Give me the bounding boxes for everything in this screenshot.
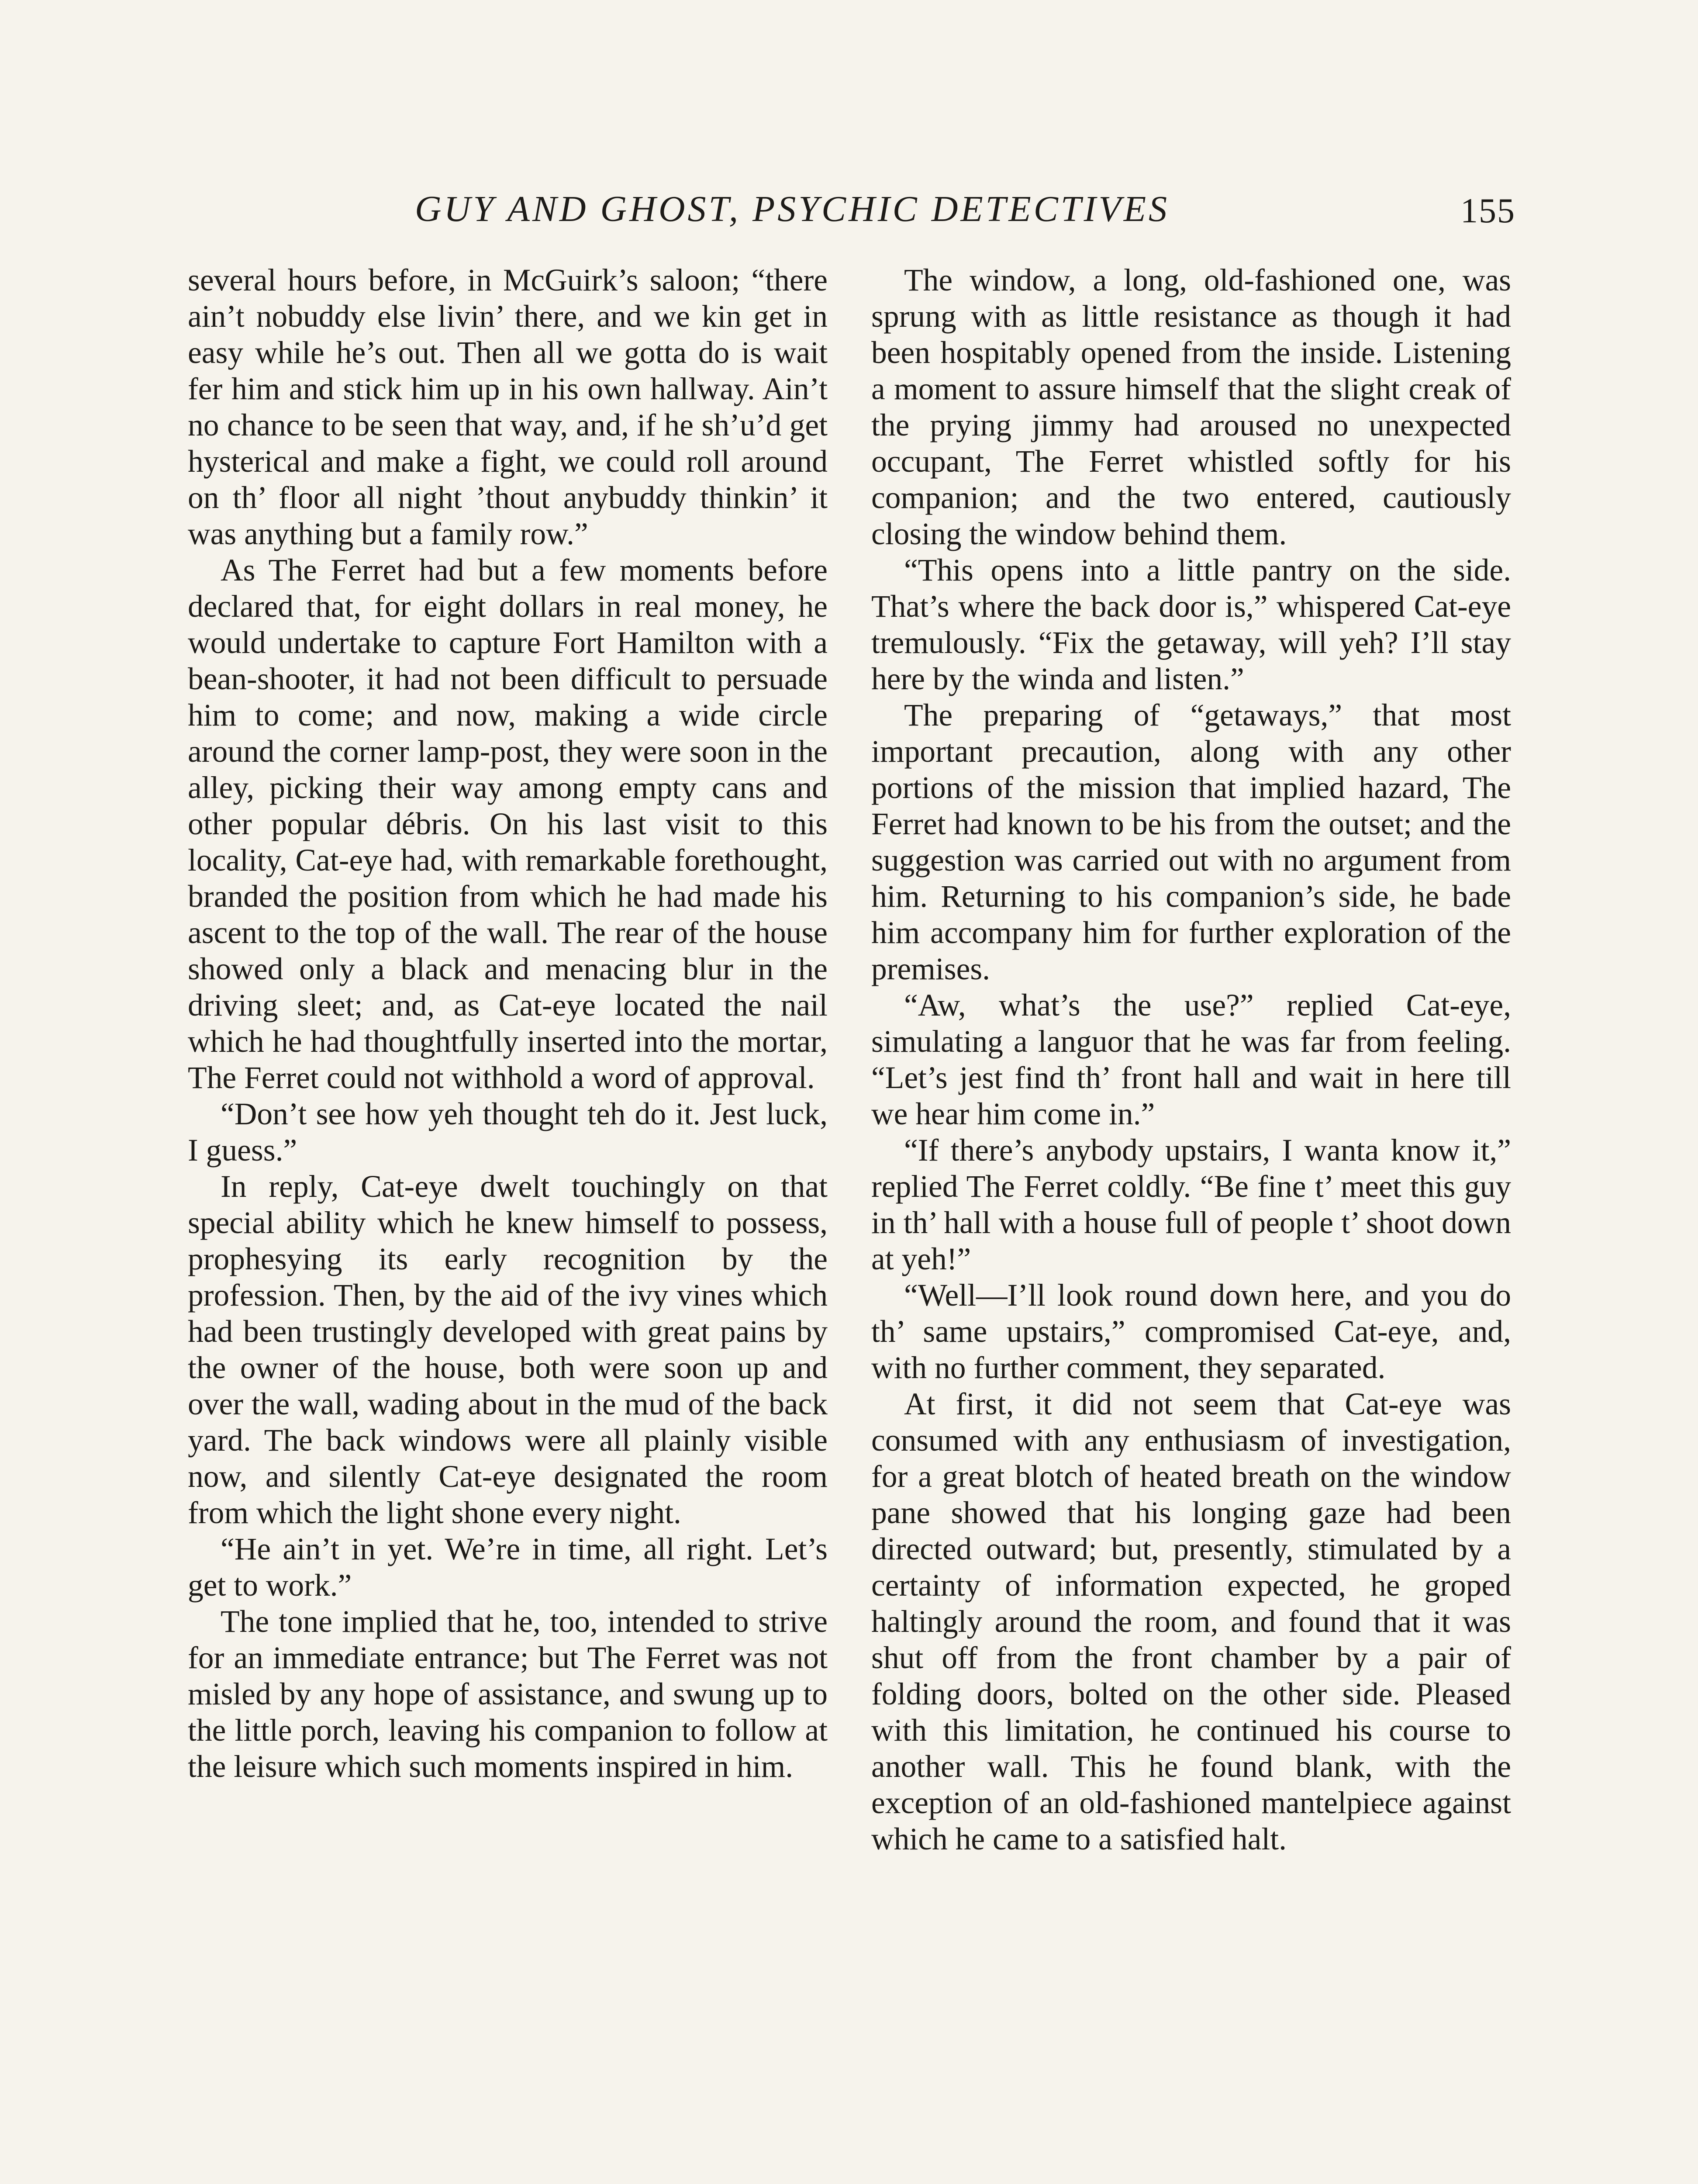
running-title: GUY AND GHOST, PSYCHIC DETECTIVES <box>415 189 1170 229</box>
right-column <box>871 262 1511 1857</box>
paragraph: several hours before, in McGuirk’s saloon; “there ain’t nobuddy else livin’ there, and we kin get in easy while he’s out. Then all we gotta do is wait fer him and stick him up in his own hallway. Ain’t no chance to be seen that way, and, if he sh’u’d get hysterical and make a fight, we could roll around on th’ floor all night ’thout anybuddy thinkin’ it was anything but a family row.” <box>188 263 828 551</box>
paragraph: “This opens into a little pantry on the side. That’s where the back door is,” whispered Cat-eye tremulously. “Fix the getaway, will yeh? I’ll stay here by the winda and listen.” <box>871 553 1511 696</box>
paragraph: The preparing of “getaways,” that most important precaution, along with any other portions of the mission that implied hazard, The Ferret had known to be his from the outset; and the suggestion was carried out with no argument from him. Returning to his companion’s side, he bade him accompany him for further exploration of the premises. <box>871 698 1511 986</box>
paragraph: The window, a long, old-fashioned one, was sprung with as little resistance as though it had been hospitably opened from the inside. Listening a moment to assure himself that the slight creak of the prying jimmy had aroused no unexpected occupant, The Ferret whistled softly for his companion; and the two entered, cautiously closing the window behind them. <box>871 263 1511 551</box>
left-column <box>188 262 828 1785</box>
running-head <box>188 188 1515 240</box>
paragraph: “Aw, what’s the use?” replied Cat-eye, simulating a languor that he was far from feeling. “Let’s jest find th’ front hall and wait in here till we hear him come in.” <box>871 988 1511 1131</box>
paragraph: “He ain’t in yet. We’re in time, all right. Let’s get to work.” <box>188 1532 828 1603</box>
paragraph: “If there’s anybody upstairs, I wanta know it,” replied The Ferret coldly. “Be fine t’ meet this guy in th’ hall with a house full of people t’ shoot down at yeh!” <box>871 1133 1511 1276</box>
paragraph: The tone implied that he, too, intended to strive for an immediate entrance; but The Ferret was not misled by any hope of assistance, and swung up to the little porch, leaving his companion to follow at the leisure which such moments inspired in him. <box>188 1604 828 1784</box>
paragraph: “Well—I’ll look round down here, and you do th’ same upstairs,” compromised Cat-eye, and, with no further comment, they separated. <box>871 1278 1511 1385</box>
page-number: 155 <box>1460 192 1515 230</box>
paragraph: “Don’t see how yeh thought teh do it. Jest luck, I guess.” <box>188 1097 828 1168</box>
paragraph: In reply, Cat-eye dwelt touchingly on that special ability which he knew himself to possess, prophesying its early recognition by the profession. Then, by the aid of the ivy vines which had been trustingly developed with great pains by the owner of the house, both were soon up and over the wall, wading about in the mud of the back yard. The back windows were all plainly visible now, and silently Cat-eye designated the room from which the light shone every night. <box>188 1169 828 1530</box>
paragraph: At first, it did not seem that Cat-eye was consumed with any enthusiasm of investigation, for a great blotch of heated breath on the window pane showed that his longing gaze had been directed outward; but, presently, stimulated by a certainty of information expected, he groped haltingly around the room, and found that it was shut off from the front chamber by a pair of folding doors, bolted on the other side. Pleased with this limitation, he continued his course to another wall. This he found blank, with the exception of an old-fashioned mantelpiece against which he came to a satisfied halt. <box>871 1387 1511 1856</box>
paragraph: As The Ferret had but a few moments before declared that, for eight dollars in real money, he would undertake to capture Fort Hamilton with a bean-shooter, it had not been difficult to persuade him to come; and now, making a wide circle around the corner lamp-post, they were soon in the alley, picking their way among empty cans and other popular débris. On his last visit to this locality, Cat-eye had, with remarkable forethought, branded the position from which he had made his ascent to the top of the wall. The rear of the house showed only a black and menacing blur in the driving sleet; and, as Cat-eye located the nail which he had thoughtfully inserted into the mortar, The Ferret could not withhold a word of approval. <box>188 553 828 1095</box>
